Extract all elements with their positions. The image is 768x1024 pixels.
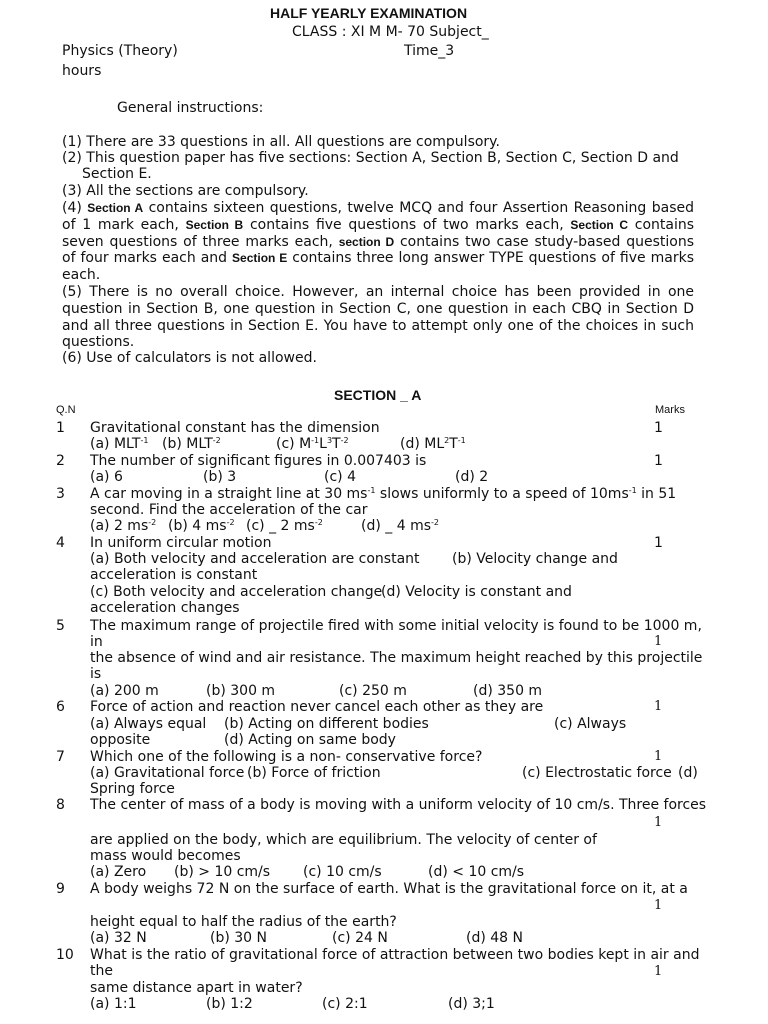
subject-name: Physics (Theory) xyxy=(62,43,178,59)
option-a: (a) 200 m xyxy=(90,683,159,699)
question-number: 2 xyxy=(56,453,65,469)
option-b: (b) 30 N xyxy=(210,930,267,946)
question-text-cont: the absence of wind and air resistance. The maximum height reached by this projectile xyxy=(90,650,703,666)
question-number: 4 xyxy=(56,535,65,551)
question-number: 10 xyxy=(56,947,74,963)
question-text: A body weighs 72 N on the surface of earth. What is the gravitational force on it, at a xyxy=(90,881,688,897)
option-d-cont: acceleration changes xyxy=(90,600,240,616)
option-b: (b) Acting on different bodies xyxy=(224,716,429,732)
question-mark: 1 xyxy=(654,699,663,714)
instruction-6: (6) Use of calculators is not allowed. xyxy=(62,350,317,366)
option-b: (b) > 10 cm/s xyxy=(174,864,271,880)
option-a: (a) 2 $ms^{-2}$ xyxy=(90,518,157,534)
exam-hours: hours xyxy=(62,63,102,79)
option-a: (a) Zero xyxy=(90,864,147,880)
instructions-heading: General instructions: xyxy=(117,100,264,116)
qn-label: Q.N xyxy=(56,404,76,416)
option-b: (b) Force of friction xyxy=(247,765,381,781)
section-title: SECTION _ A xyxy=(334,387,422,403)
instruction-2: (2) This question paper has five sections: Section A, Section B, Section C, Section D and xyxy=(62,150,679,166)
option-d: (d) 350 m xyxy=(473,683,543,699)
option-b: (b) 3 xyxy=(203,469,237,485)
option-c: (c) 2:1 xyxy=(322,996,368,1012)
option-c: (c) Always xyxy=(554,716,627,732)
question-text: The number of significant figures in 0.007403 is xyxy=(90,453,427,469)
option-c: (c) 10 cm/s xyxy=(303,864,382,880)
question-mark: 1 xyxy=(654,898,663,913)
option-d: (d) xyxy=(678,765,698,781)
question-text: A car moving in a straight line at 30 $ms^{-1}$ slows uniformly to a speed of $10ms^{-1}$ in 51 xyxy=(90,486,677,502)
option-d: (d) _ 4 $ms^{-2}$ xyxy=(361,518,439,534)
instruction-5: (5) There is no overall choice. However, an internal choice has been provided in one question in Section B, one question in Section C, one question in each CBQ in Section D and all three questions in Section E. You have to attempt only one of the choices in such questions. xyxy=(62,284,694,351)
option-d: (d) $ML^2T^{-1}$ xyxy=(400,436,466,452)
question-text-cont: in xyxy=(90,634,103,650)
option-c-cont: opposite xyxy=(90,732,151,748)
option-a: (a) Always equal xyxy=(90,716,207,732)
question-text: Which one of the following is a non- conservative force? xyxy=(90,749,483,765)
question-number: 7 xyxy=(56,749,65,765)
question-text-cont: mass would becomes xyxy=(90,848,241,864)
instruction-2-cont: Section E. xyxy=(82,166,152,182)
question-text: The center of mass of a body is moving with a uniform velocity of 10 cm/s. Three forces xyxy=(90,797,707,813)
option-b: (b) $MLT^{-2}$ xyxy=(162,436,221,452)
option-d: (d) Acting on same body xyxy=(224,732,396,748)
exam-time: Time_3 xyxy=(404,43,455,59)
option-a: (a) Both velocity and acceleration are constant xyxy=(90,551,420,567)
marks-label: Marks xyxy=(655,404,685,416)
question-text: What is the ratio of gravitational force of attraction between two bodies kept in air and xyxy=(90,947,700,963)
question-mark: 1 xyxy=(654,453,663,469)
question-mark: 1 xyxy=(654,964,663,979)
option-d: (d) < 10 cm/s xyxy=(428,864,525,880)
option-c: (c) _ 2 $ms^{-2}$ xyxy=(246,518,323,534)
question-number: 6 xyxy=(56,699,65,715)
option-c: (c) Electrostatic force xyxy=(522,765,672,781)
option-b: (b) 300 m xyxy=(206,683,276,699)
question-number: 1 xyxy=(56,420,65,436)
question-text-cont: height equal to half the radius of the earth? xyxy=(90,914,397,930)
question-text: Gravitational constant has the dimension xyxy=(90,420,380,436)
question-text-cont: the xyxy=(90,963,113,979)
question-number: 9 xyxy=(56,881,65,897)
question-text-cont: second. Find the acceleration of the car xyxy=(90,502,368,518)
question-number: 3 xyxy=(56,486,65,502)
option-d: (d) Velocity is constant and xyxy=(381,584,572,600)
option-c: (c) 4 xyxy=(324,469,356,485)
exam-title: HALF YEARLY EXAMINATION xyxy=(270,5,468,21)
question-number: 8 xyxy=(56,797,65,813)
instruction-4: (4) Section A contains sixteen questions, twelve MCQ and four Assertion Reasoning based of 1 mark each, Section B contains five questions of two marks each, Section C contains seven questions of three marks each, section D contains two case study-based questions of four marks each and Section E contains three long answer TYPE questions of five marks each. xyxy=(62,200,695,284)
option-b: (b) 1:2 xyxy=(206,996,253,1012)
option-b: (b) Velocity change and xyxy=(452,551,618,567)
question-mark: 1 xyxy=(654,634,663,649)
question-mark: 1 xyxy=(654,420,663,436)
option-c: (c) 24 N xyxy=(332,930,388,946)
option-c: (c) 250 m xyxy=(339,683,407,699)
option-d: (d) 48 N xyxy=(466,930,523,946)
question-mark: 1 xyxy=(654,815,663,830)
question-text: In uniform circular motion xyxy=(90,535,272,551)
question-text: The maximum range of projectile fired with some initial velocity is found to be 1000 m, xyxy=(90,618,702,634)
question-text-cont: is xyxy=(90,666,102,682)
option-a: (a) 6 xyxy=(90,469,123,485)
option-d: (d) 3;1 xyxy=(448,996,495,1012)
option-a: (a) Gravitational force xyxy=(90,765,245,781)
class-line: CLASS : XI M M- 70 Subject_ xyxy=(292,24,489,40)
option-a: (a) $MLT^{-1}$ xyxy=(90,436,149,452)
question-mark: 1 xyxy=(654,535,663,551)
option-a: (a) 1:1 xyxy=(90,996,137,1012)
option-d-cont: Spring force xyxy=(90,781,175,797)
option-b-cont: acceleration is constant xyxy=(90,567,258,583)
instruction-3: (3) All the sections are compulsory. xyxy=(62,183,309,199)
question-number: 5 xyxy=(56,618,65,634)
question-text-cont: are applied on the body, which are equilibrium. The velocity of center of xyxy=(90,832,597,848)
option-c: (c) Both velocity and acceleration change xyxy=(90,584,383,600)
question-mark: 1 xyxy=(654,749,663,764)
question-text-cont: same distance apart in water? xyxy=(90,980,303,996)
instruction-1: (1) There are 33 questions in all. All questions are compulsory. xyxy=(62,134,500,150)
option-d: (d) 2 xyxy=(455,469,489,485)
option-a: (a) 32 N xyxy=(90,930,147,946)
option-b: (b) 4 $ms^{-2}$ xyxy=(168,518,235,534)
question-text: Force of action and reaction never cancel each other as they are xyxy=(90,699,544,715)
option-c: (c) $M^{-1}L^3T^{-2}$ xyxy=(276,436,349,452)
